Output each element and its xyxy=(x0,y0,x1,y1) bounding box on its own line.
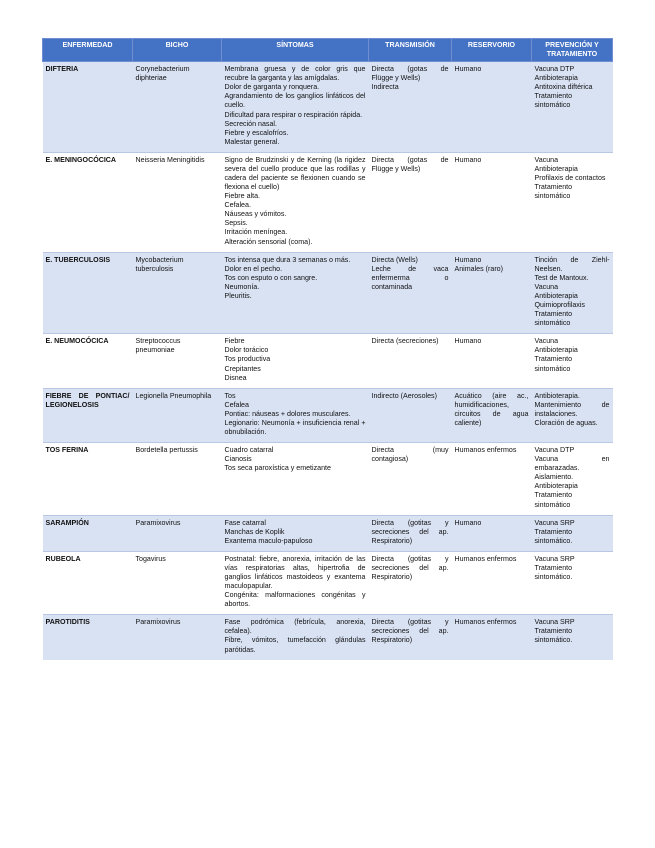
prevention-line: Antibioterapia xyxy=(534,482,578,491)
disease-name: RUBEOLA xyxy=(43,551,133,614)
column-header: ENFERMEDAD xyxy=(43,39,133,62)
reservoir-cell xyxy=(452,388,532,442)
symptoms-cell xyxy=(222,334,369,388)
agent-line: Mycobacterium tuberculosis xyxy=(135,255,184,273)
table-row xyxy=(43,62,613,153)
reservoir-cell xyxy=(452,62,532,153)
symptoms-line: Cefalea xyxy=(224,400,249,409)
prevention-cell xyxy=(532,443,613,516)
reservoir-cell xyxy=(452,152,532,252)
symptoms-line: Tos con esputo o con sangre. xyxy=(224,273,318,282)
prevention-line: Vacuna xyxy=(534,337,559,346)
table-row xyxy=(43,443,613,516)
transmission-line: Directa (secreciones) xyxy=(371,337,439,346)
disease-name: E. TUBERCULOSIS xyxy=(43,252,133,334)
prevention-line: Vacuna DTP xyxy=(534,446,575,455)
transmission-line: Indirecta xyxy=(371,83,399,92)
prevention-line: Test de Mantoux. xyxy=(534,273,589,282)
reservoir-line: Acuático (aire ac., humidificaciones, circuitos de agua caliente) xyxy=(454,391,529,427)
agent-line: Togavirus xyxy=(135,554,166,563)
agent-cell xyxy=(133,515,222,551)
symptoms-line: Manchas de Koplik xyxy=(224,527,285,536)
transmission-cell xyxy=(369,551,452,614)
column-header: TRANSMISIÓN xyxy=(369,39,452,62)
reservoir-cell xyxy=(452,252,532,334)
prevention-line: Antibioterapia xyxy=(534,291,578,300)
table-row xyxy=(43,615,613,660)
prevention-cell xyxy=(532,152,613,252)
symptoms-line: Cianosis xyxy=(224,455,252,464)
reservoir-cell xyxy=(452,515,532,551)
agent-line: Paramixovirus xyxy=(135,518,181,527)
prevention-line: Vacuna en embarazadas. xyxy=(534,455,610,473)
symptoms-line: Neumonía. xyxy=(224,282,260,291)
prevention-line: Vacuna xyxy=(534,155,559,164)
symptoms-line: Tos xyxy=(224,391,236,400)
symptoms-cell xyxy=(222,252,369,334)
symptoms-line: Sepsis. xyxy=(224,219,248,228)
prevention-line: Antibioterapia. xyxy=(534,391,580,400)
column-header: SÍNTOMAS xyxy=(222,39,369,62)
table-row xyxy=(43,334,613,388)
agent-line: Neisseria Meningitidis xyxy=(135,155,205,164)
table-header xyxy=(43,39,613,62)
prevention-line: Aislamiento. xyxy=(534,473,574,482)
prevention-line: Vacuna SRP xyxy=(534,554,575,563)
prevention-line: Tratamiento sintomático xyxy=(534,310,573,328)
symptoms-line: Fase podrómica (febrícula, anorexia, cefalea). xyxy=(224,618,366,636)
transmission-line: Directa (gotitas y secreciones del ap. Respiratorio) xyxy=(371,554,449,581)
agent-cell xyxy=(133,388,222,442)
transmission-cell xyxy=(369,388,452,442)
agent-line: Legionella Pneumophila xyxy=(135,391,212,400)
disease-name: PAROTIDITIS xyxy=(43,615,133,660)
prevention-line: Tratamiento sintomático xyxy=(534,491,573,509)
reservoir-cell xyxy=(452,334,532,388)
symptoms-line: Dificultad para respirar o respiración rápida. xyxy=(224,110,363,119)
prevention-cell xyxy=(532,515,613,551)
transmission-cell xyxy=(369,62,452,153)
symptoms-cell xyxy=(222,551,369,614)
symptoms-line: Pleuritis. xyxy=(224,291,252,300)
transmission-line: Directa (gotas de Flügge y Wells) xyxy=(371,155,449,173)
symptoms-cell xyxy=(222,152,369,252)
prevention-line: Vacuna SRP xyxy=(534,518,575,527)
reservoir-line: Humanos enfermos xyxy=(454,446,517,455)
agent-cell xyxy=(133,152,222,252)
prevention-line: Antibioterapia xyxy=(534,164,578,173)
prevention-line: Antibioterapia xyxy=(534,74,578,83)
transmission-line: Directa (gotitas y secreciones del ap. Respiratorio) xyxy=(371,618,449,645)
agent-cell xyxy=(133,615,222,660)
prevention-line: Vacuna xyxy=(534,282,559,291)
symptoms-line: Secreción nasal. xyxy=(224,119,277,128)
symptoms-line: Dolor en el pecho. xyxy=(224,264,283,273)
symptoms-line: Dolor torácico xyxy=(224,346,269,355)
transmission-cell xyxy=(369,252,452,334)
reservoir-line: Humano xyxy=(454,255,482,264)
prevention-cell xyxy=(532,334,613,388)
agent-line: Streptococcus pneumoniae xyxy=(135,337,181,355)
symptoms-line: Fibre, vómitos, tumefacción glándulas parótidas. xyxy=(224,636,366,654)
transmission-cell xyxy=(369,515,452,551)
symptoms-line: Congénita: malformaciones congénitas y abortos. xyxy=(224,591,366,609)
symptoms-line: Agrandamiento de los ganglios linfáticos del cuello. xyxy=(224,92,366,110)
symptoms-line: Dolor de garganta y ronquera. xyxy=(224,83,320,92)
prevention-line: Tratamiento sintomático. xyxy=(534,563,573,581)
table-row xyxy=(43,388,613,442)
transmission-line: Indirecto (Aerosoles) xyxy=(371,391,437,400)
transmission-line: Leche de vaca enfermerma o contaminada xyxy=(371,264,449,291)
reservoir-line: Humano xyxy=(454,337,482,346)
disease-name: FIEBRE DE PONTIAC/ LEGIONELOSIS xyxy=(43,388,133,442)
prevention-line: Cloración de aguas. xyxy=(534,418,598,427)
agent-cell xyxy=(133,443,222,516)
symptoms-line: Postnatal: fiebre, anorexia, irritación de las vías respiratorias altas, hipertrofia de ganglios linfáticos mastoideos y exantema maculopapular. xyxy=(224,554,366,591)
transmission-cell xyxy=(369,334,452,388)
agent-cell xyxy=(133,62,222,153)
symptoms-line: Irritación meníngea. xyxy=(224,228,288,237)
reservoir-line: Humanos enfermos xyxy=(454,554,517,563)
symptoms-line: Cefalea. xyxy=(224,201,251,210)
table-row xyxy=(43,152,613,252)
prevention-line: Tinción de Ziehl-Neelsen. xyxy=(534,255,610,273)
prevention-cell xyxy=(532,388,613,442)
symptoms-line: Alteración sensorial (coma). xyxy=(224,237,313,246)
transmission-line: Directa (gotas de Flügge y Wells) xyxy=(371,65,449,83)
symptoms-cell xyxy=(222,388,369,442)
reservoir-line: Humano xyxy=(454,155,482,164)
disease-name: TOS FERINA xyxy=(43,443,133,516)
reservoir-line: Humano xyxy=(454,65,482,74)
agent-line: Paramixovirus xyxy=(135,618,181,627)
reservoir-cell xyxy=(452,551,532,614)
agent-cell xyxy=(133,334,222,388)
transmission-line: Directa (gotitas y secreciones del ap. Respiratorio) xyxy=(371,518,449,545)
reservoir-line: Humano xyxy=(454,518,482,527)
prevention-line: Tratamiento sintomático. xyxy=(534,527,573,545)
prevention-line: Vacuna DTP xyxy=(534,65,575,74)
symptoms-line: Náuseas y vómitos. xyxy=(224,210,287,219)
prevention-line: Profilaxis de contactos xyxy=(534,174,606,183)
symptoms-cell xyxy=(222,443,369,516)
reservoir-cell xyxy=(452,615,532,660)
table-row xyxy=(43,551,613,614)
symptoms-line: Crepitantes xyxy=(224,364,261,373)
disease-name: E. MENINGOCÓCICA xyxy=(43,152,133,252)
disease-table xyxy=(42,38,613,660)
transmission-cell xyxy=(369,152,452,252)
prevention-line: Tratamiento sintomático xyxy=(534,183,573,201)
symptoms-line: Tos seca paroxística y emetizante xyxy=(224,464,331,473)
table-body xyxy=(43,62,613,660)
symptoms-line: Fiebre xyxy=(224,337,245,346)
disease-name: SARAMPIÓN xyxy=(43,515,133,551)
transmission-line: Directa (muy contagiosa) xyxy=(371,446,449,464)
symptoms-line: Tos intensa que dura 3 semanas o más. xyxy=(224,255,351,264)
symptoms-cell xyxy=(222,515,369,551)
prevention-line: Tratamiento sintomático xyxy=(534,355,573,373)
disease-name: DIFTERIA xyxy=(43,62,133,153)
prevention-cell xyxy=(532,62,613,153)
prevention-line: Quimioprofilaxis xyxy=(534,301,585,310)
header-row xyxy=(43,39,613,62)
transmission-cell xyxy=(369,443,452,516)
prevention-cell xyxy=(532,551,613,614)
symptoms-line: Pontiac: náuseas + dolores musculares. xyxy=(224,409,351,418)
prevention-line: Antibioterapia xyxy=(534,346,578,355)
symptoms-line: Tos productiva xyxy=(224,355,271,364)
table-row xyxy=(43,515,613,551)
symptoms-line: Fiebre y escalofríos. xyxy=(224,128,289,137)
table-row xyxy=(43,252,613,334)
column-header: BICHO xyxy=(133,39,222,62)
column-header: PREVENCIÓN Y TRATAMIENTO xyxy=(532,39,613,62)
symptoms-line: Disnea xyxy=(224,373,247,382)
symptoms-line: Fase catarral xyxy=(224,518,266,527)
agent-line: Corynebacterium diphteriae xyxy=(135,65,190,83)
prevention-line: Antitoxina diftérica xyxy=(534,83,593,92)
transmission-line: Directa (Wells) xyxy=(371,255,418,264)
reservoir-line: Humanos enfermos xyxy=(454,618,517,627)
agent-line: Bordetella pertussis xyxy=(135,446,198,455)
prevention-line: Tratamiento sintomático xyxy=(534,92,573,110)
symptoms-line: Membrana gruesa y de color gris que recubre la garganta y las amígdalas. xyxy=(224,65,366,83)
symptoms-line: Exantema maculo-papuloso xyxy=(224,536,313,545)
reservoir-line: Animales (raro) xyxy=(454,264,503,273)
prevention-cell xyxy=(532,252,613,334)
prevention-line: Tratamiento sintomático. xyxy=(534,627,573,645)
symptoms-line: Cuadro catarral xyxy=(224,446,274,455)
symptoms-line: Malestar general. xyxy=(224,137,280,146)
prevention-line: Vacuna SRP xyxy=(534,618,575,627)
reservoir-cell xyxy=(452,443,532,516)
prevention-line: Mantenimiento de instalaciones. xyxy=(534,400,610,418)
transmission-cell xyxy=(369,615,452,660)
symptoms-line: Fiebre alta. xyxy=(224,192,260,201)
symptoms-cell xyxy=(222,615,369,660)
agent-cell xyxy=(133,252,222,334)
prevention-cell xyxy=(532,615,613,660)
symptoms-line: Signo de Brudzinski y de Kerning (la rigidez severa del cuello produce que las rodillas y cadera del paciente se flexionen cuando se flexiona el cuello) xyxy=(224,155,366,192)
agent-cell xyxy=(133,551,222,614)
symptoms-line: Legionario: Neumonía + insuficiencia renal + obnubilación. xyxy=(224,418,366,436)
column-header: RESERVORIO xyxy=(452,39,532,62)
disease-name: E. NEUMOCÓCICA xyxy=(43,334,133,388)
symptoms-cell xyxy=(222,62,369,153)
